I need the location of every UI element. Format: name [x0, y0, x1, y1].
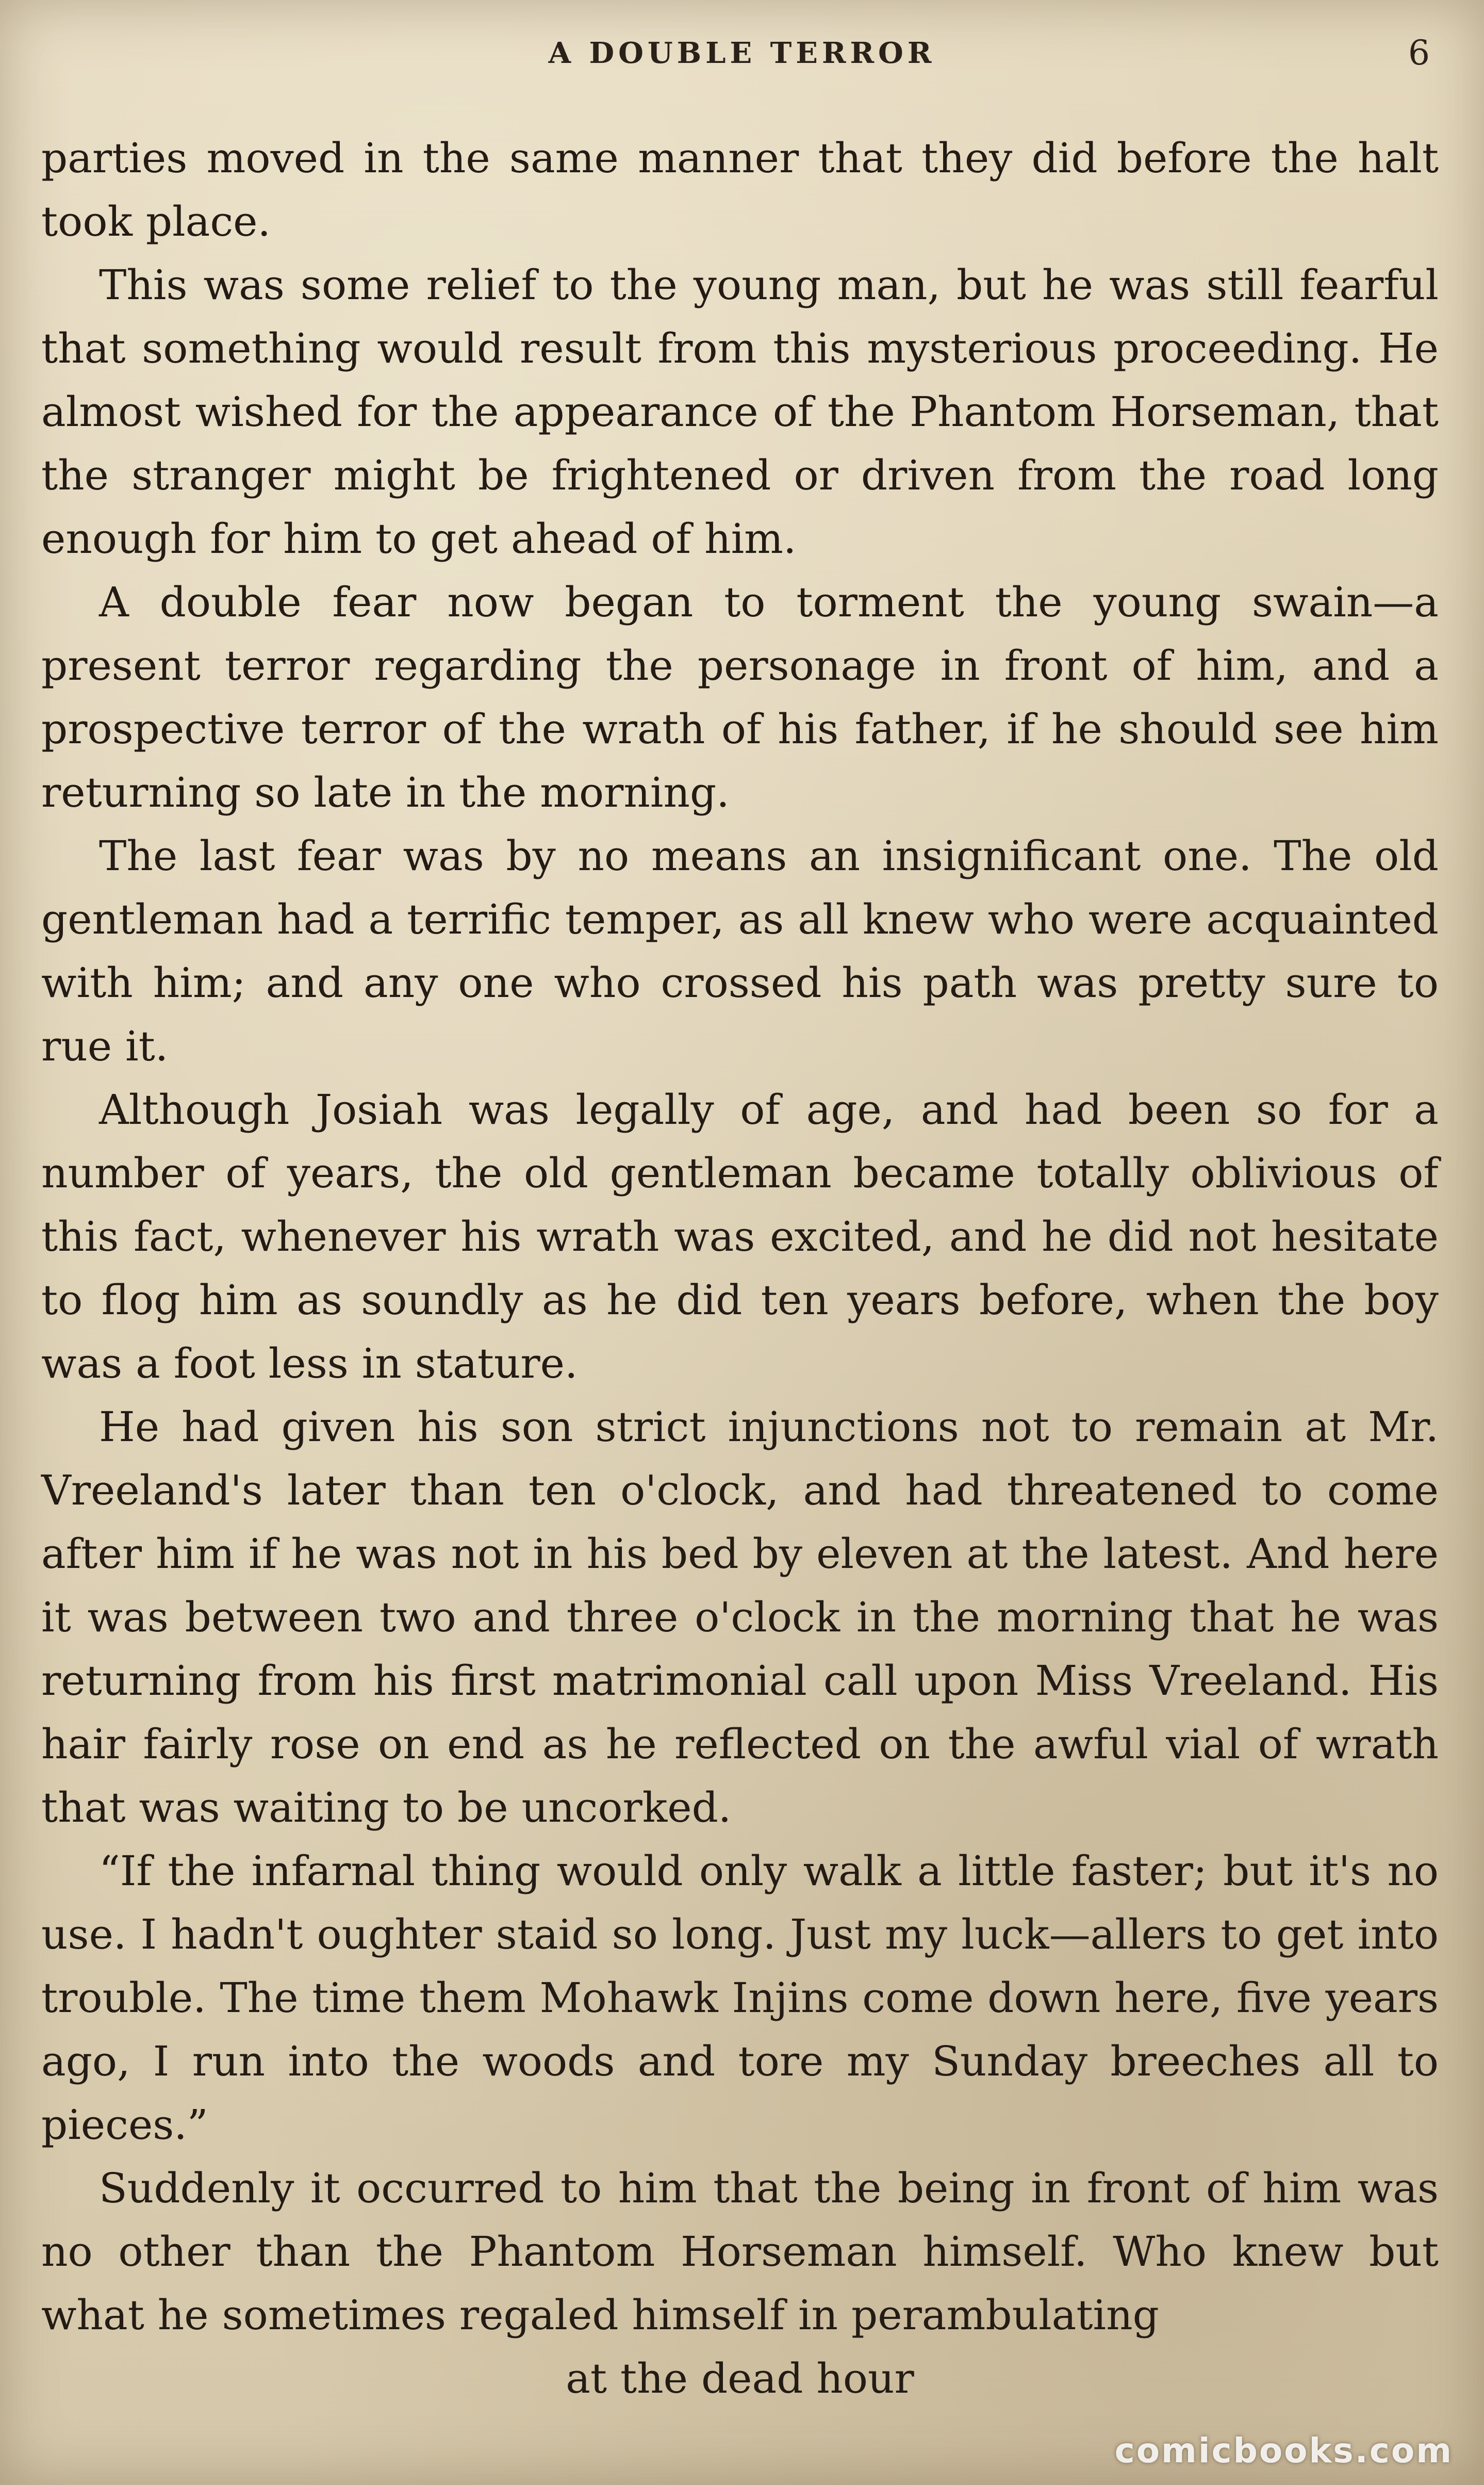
paragraph: “If the infarnal thing would only walk a little faster; but it's no use. I hadn't oughter staid so long. Just my luck—allers to get into trouble. The time them Mohawk Injins come down here, five years ago, I run into the woods and tore my Sunday breeches all to pieces.” [41, 1847, 1439, 2149]
paragraph: The last fear was by no means an insignificant one. The old gentleman had a terrific temper, as all knew who were acquainted with him; and any one who crossed his path was pretty sure to rue it. [41, 832, 1439, 1070]
body-text [41, 126, 1439, 2410]
running-title: A DOUBLE TERROR [548, 36, 936, 70]
paragraph: This was some relief to the young man, but he was still fearful that something would result from this mysterious proceeding. He almost wished for the appearance of the Phantom Horseman, that the stranger might be frightened or driven from the road long enough for him to get ahead of him. [41, 261, 1439, 563]
page-header [0, 26, 1484, 88]
paragraph-final-line: at the dead hour [566, 2355, 914, 2402]
paragraph: parties moved in the same manner that they did before the halt took place. [41, 134, 1439, 246]
watermark-text: comicbooks.com [1114, 2431, 1453, 2471]
paragraph: He had given his son strict injunctions not to remain at Mr. Vreeland's later than ten o'clock, and had threatened to come after him if he was not in his bed by eleven at the latest. And here it was between two and three o'clock in the morning that he was returning from his first matrimonial call upon Miss Vreeland. His hair fairly rose on end as he reflected on the awful vial of wrath that was waiting to be uncorked. [41, 1403, 1439, 1832]
page-number: 6 [1408, 33, 1430, 73]
paragraph: A double fear now began to torment the young swain—a present terror regarding the personage in front of him, and a prospective terror of the wrath of his father, if he should see him returning so late in the morning. [41, 578, 1439, 816]
paragraph: Suddenly it occurred to him that the being in front of him was no other than the Phantom Horseman himself. Who knew but what he sometimes regaled himself in perambulating [41, 2164, 1439, 2339]
paragraph: Although Josiah was legally of age, and had been so for a number of years, the old gentleman became totally oblivious of this fact, whenever his wrath was excited, and he did not hesitate to flog him as soundly as he did ten years before, when the boy was a foot less in stature. [41, 1086, 1439, 1387]
